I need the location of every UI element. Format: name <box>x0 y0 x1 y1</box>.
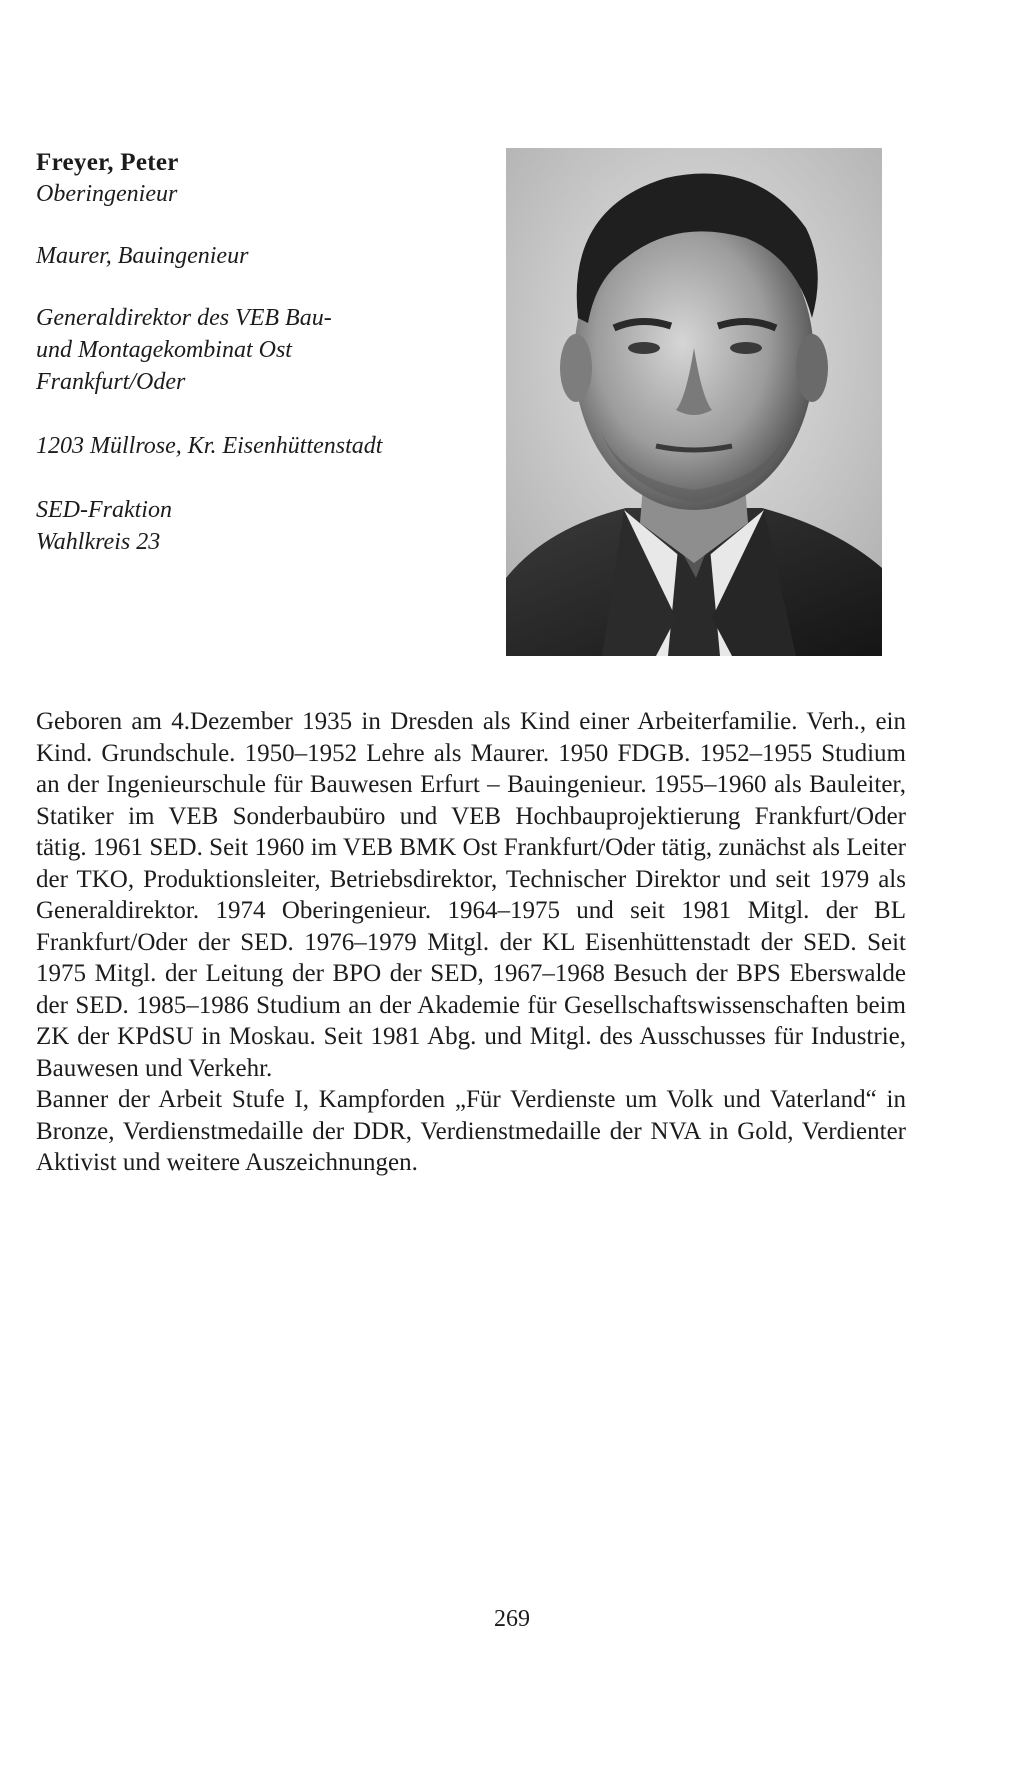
awards-paragraph: Banner der Arbeit Stufe I, Kampforden „Für Verdienste um Volk und Vaterland“ in Bronze, Verdienstmedaille der DDR, Verdienstmedaille der NVA in Gold, Verdienter Aktivist und weitere Auszeichnungen. <box>36 1086 906 1176</box>
biography-text <box>36 706 906 1179</box>
person-name: Freyer, Peter <box>36 149 179 176</box>
position-line-1: Generaldirektor des VEB Bau- <box>36 305 332 331</box>
person-address: 1203 Müllrose, Kr. Eisenhüttenstadt <box>36 433 383 459</box>
position-line-2: und Montagekombinat Ost <box>36 337 292 363</box>
portrait-photo <box>506 148 882 656</box>
position-line-3: Frankfurt/Oder <box>36 369 186 395</box>
person-title: Oberingenieur <box>36 181 178 207</box>
biography-paragraph: Geboren am 4.Dezember 1935 in Dresden als Kind einer Arbeiterfamilie. Verh., ein Kind. Grundschule. 1950–1952 Lehre als Maurer. 1950 FDGB. 1952–1955 Studium an der Ingenieurschule für Bauwesen Erfurt – Bauingenieur. 1955–1960 als Bauleiter, Statiker im VEB Sonderbaubüro und VEB Hochbauprojektierung Frankfurt/Oder tätig. 1961 SED. Seit 1960 im VEB BMK Ost Frankfurt/Oder tätig, zunächst als Leiter der TKO, Produktionsleiter, Betriebsdirektor, Technischer Direktor und seit 1979 als Generaldirektor. 1974 Oberingenieur. 1964–1975 und seit 1981 Mitgl. der BL Frankfurt/Oder der SED. 1976–1979 Mitgl. der KL Eisenhüttenstadt der SED. Seit 1975 Mitgl. der Leitung der BPO der SED, 1967–1968 Besuch der BPS Eberswalde der SED. 1985–1986 Studium an der Akademie für Gesellschaftswissenschaften beim ZK der KPdSU in Moskau. Seit 1981 Abg. und Mitgl. des Ausschusses für Industrie, Bauwesen und Verkehr. <box>36 708 906 1082</box>
page-number: 269 <box>494 1606 530 1632</box>
person-profession: Maurer, Bauingenieur <box>36 243 249 269</box>
person-constituency: Wahlkreis 23 <box>36 529 161 555</box>
person-header <box>36 148 476 558</box>
person-faction: SED-Fraktion <box>36 497 172 523</box>
